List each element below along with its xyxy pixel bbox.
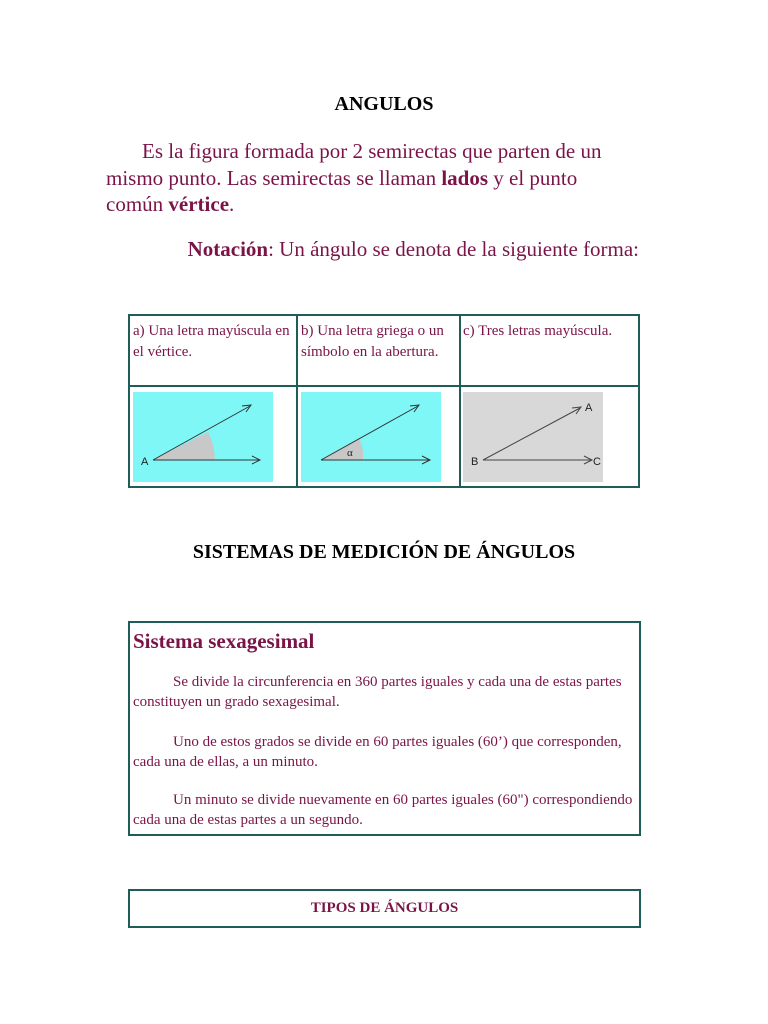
notation-cell-a: a) Una letra mayúscula en el vértice. — [133, 323, 290, 360]
notation-cell-b: b) Una letra griega o un símbolo en la abertura. — [301, 323, 444, 360]
section-title: SISTEMAS DE MEDICIÓN DE ÁNGULOS — [192, 541, 576, 563]
sexagesimal-heading: Sistema sexagesimal — [133, 629, 315, 653]
vertex-label-a: A — [141, 456, 149, 468]
table-divider — [130, 385, 638, 387]
sexagesimal-p2: Uno de estos grados se divide en 60 partes iguales (60’) que corresponden, cada una de ellas, a un minuto. — [133, 734, 622, 770]
term-lados: lados — [441, 165, 489, 190]
sexagesimal-paragraph — [133, 673, 638, 712]
table-divider — [296, 316, 298, 486]
notation-label: Notación — [187, 237, 269, 261]
definition-line3-post: . — [229, 192, 235, 216]
notation-text: : Un ángulo se denota de la siguiente forma: — [268, 237, 639, 261]
angle-figure-c — [463, 392, 603, 482]
sexagesimal-p1: Se divide la circunferencia en 360 partes iguales y cada una de estas partes constituyen un grado sexagesimal. — [133, 674, 622, 710]
figure-background — [463, 392, 603, 482]
angle-figure-b — [301, 392, 441, 482]
angle-figure-a — [133, 392, 273, 482]
page-title: ANGULOS — [334, 93, 434, 115]
sexagesimal-paragraph — [133, 791, 638, 830]
point-label-a: A — [585, 402, 593, 414]
sexagesimal-box — [128, 621, 641, 836]
notation-cell-c: c) Tres letras mayúscula. — [463, 323, 613, 339]
figure-background — [301, 392, 441, 482]
definition-line2-pre: mismo punto. Las semirectas se llaman — [106, 165, 442, 190]
notation-line — [106, 237, 646, 262]
definition-line1: Es la figura formada por 2 semirectas que parten de un — [142, 139, 602, 163]
sexagesimal-paragraph — [133, 733, 638, 772]
notation-table — [128, 314, 640, 488]
table-divider — [459, 316, 461, 486]
definition-line3-pre: común — [106, 192, 169, 216]
tipos-heading: TIPOS DE ÁNGULOS — [310, 900, 459, 916]
point-label-c: C — [593, 456, 601, 468]
tipos-box — [128, 889, 641, 928]
term-vertice: vértice — [168, 192, 230, 216]
vertex-label-b: B — [471, 456, 479, 468]
greek-alpha-label: α — [347, 447, 353, 459]
definition-line2-post: y el punto — [488, 165, 578, 190]
definition-paragraph — [106, 138, 646, 218]
sexagesimal-p3: Un minuto se divide nuevamente en 60 partes iguales (60") correspondiendo cada una de estas partes a un segundo. — [133, 792, 633, 828]
